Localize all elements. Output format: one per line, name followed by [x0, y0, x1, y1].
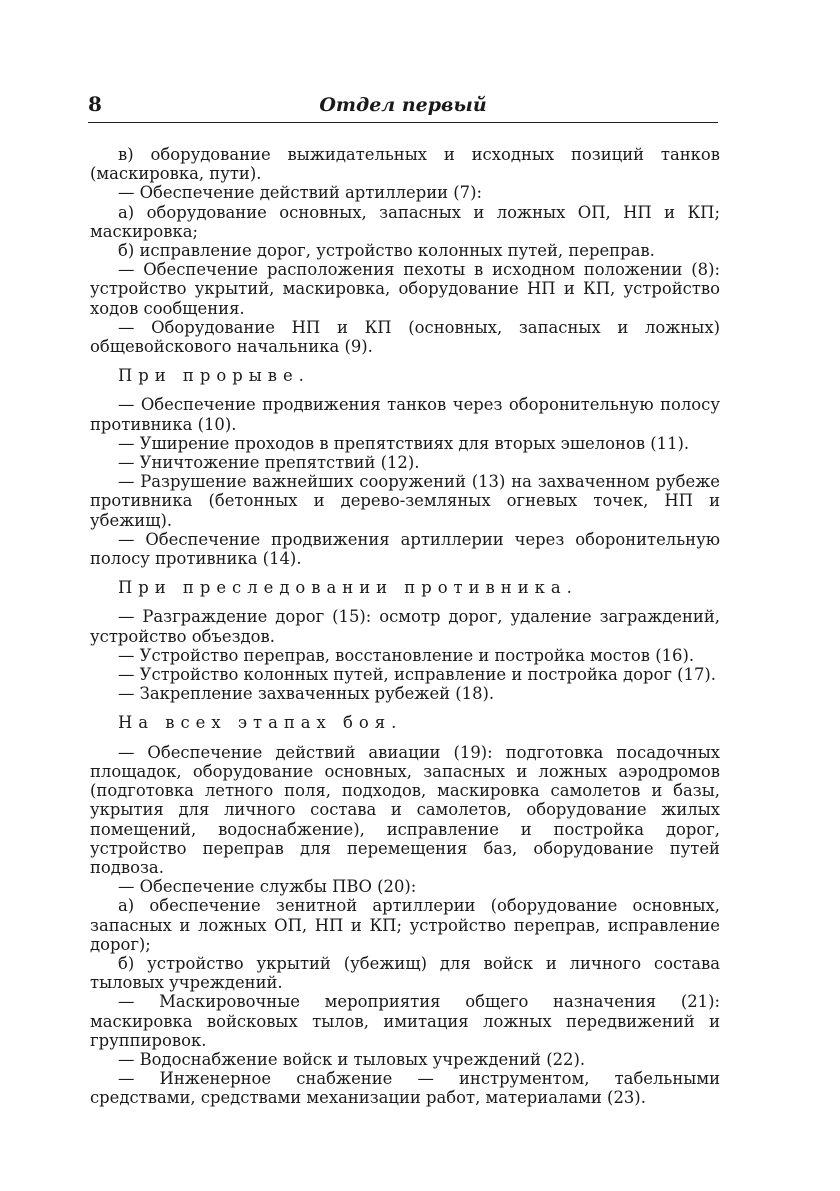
- paragraph: — Разграждение дорог (15): осмотр дорог, удаление заграждений, устройство объездов.: [90, 607, 720, 646]
- paragraph: в) оборудование выжидательных и исходных позиций танков (маскировка, пути).: [90, 145, 720, 184]
- paragraph: а) обеспечение зенитной артиллерии (оборудование основных, запасных и ложных ОП, НП и КП; устройство переправ, исправление дорог);: [90, 896, 720, 954]
- section-heading: При прорыве.: [118, 366, 310, 386]
- paragraph: — Обеспечение службы ПВО (20):: [118, 877, 417, 897]
- paragraph: б) устройство укрытий (убежищ) для войск и личного состава тыловых учреждений.: [90, 953, 720, 993]
- paragraph: — Обеспечение действий авиации (19): подготовка посадочных площадок, оборудование основных, запасных и ложных аэродромов (подготовка летного поля, подходов, маскировка самолетов и базы, укрытия для личного состава и самолетов, оборудование жилых помещений, водоснабжение), исправление и постройка дорог, устройство переправ для перемещения баз, оборудование путей подвоза.: [90, 742, 720, 877]
- paragraph: — Маскировочные мероприятия общего назначения (21): маскировка войсковых тылов, имитация ложных передвижений и группировок.: [90, 992, 720, 1050]
- paragraph: — Обеспечение продвижения танков через оборонительную полосу противника (10).: [90, 395, 720, 434]
- body-text: [90, 145, 720, 1108]
- paragraph: — Обеспечение расположения пехоты в исходном положении (8): устройство укрытий, маскировка, оборудование НП и КП, устройство ходов сообщения.: [90, 260, 720, 318]
- paragraph: — Устройство переправ, восстановление и постройка мостов (16).: [118, 645, 695, 665]
- paragraph: а) оборудование основных, запасных и ложных ОП, НП и КП; маскировка;: [90, 202, 720, 241]
- running-title: Отдел первый: [319, 94, 487, 116]
- paragraph: — Разрушение важнейших сооружений (13) на захваченном рубеже противника (бетонных и дерево-земляных огневых точек, НП и убежищ).: [90, 472, 720, 530]
- paragraph: — Обеспечение продвижения артиллерии через оборонительную полосу противника (14).: [90, 529, 720, 569]
- section-heading: На всех этапах боя.: [118, 713, 403, 733]
- paragraph: — Уширение проходов в препятствиях для вторых эшелонов (11).: [118, 433, 690, 453]
- page-number: 8: [88, 92, 102, 116]
- paragraph: — Водоснабжение войск и тыловых учреждений (22).: [118, 1049, 586, 1069]
- paragraph: — Инженерное снабжение — инструментом, табельными средствами, средствами механизации работ, материалами (23).: [90, 1069, 720, 1108]
- paragraph: — Обеспечение действий артиллерии (7):: [118, 183, 483, 203]
- page-header: [88, 92, 718, 123]
- paragraph: — Уничтожение препятствий (12).: [118, 453, 420, 473]
- paragraph: — Закрепление захваченных рубежей (18).: [118, 684, 495, 704]
- paragraph: — Устройство колонных путей, исправление и постройка дорог (17).: [118, 665, 717, 685]
- section-heading: При преследовании противника.: [118, 578, 578, 598]
- paragraph: б) исправление дорог, устройство колонных путей, переправ.: [118, 241, 655, 261]
- paragraph: — Оборудование НП и КП (основных, запасных и ложных) общевойскового начальника (9).: [90, 317, 720, 357]
